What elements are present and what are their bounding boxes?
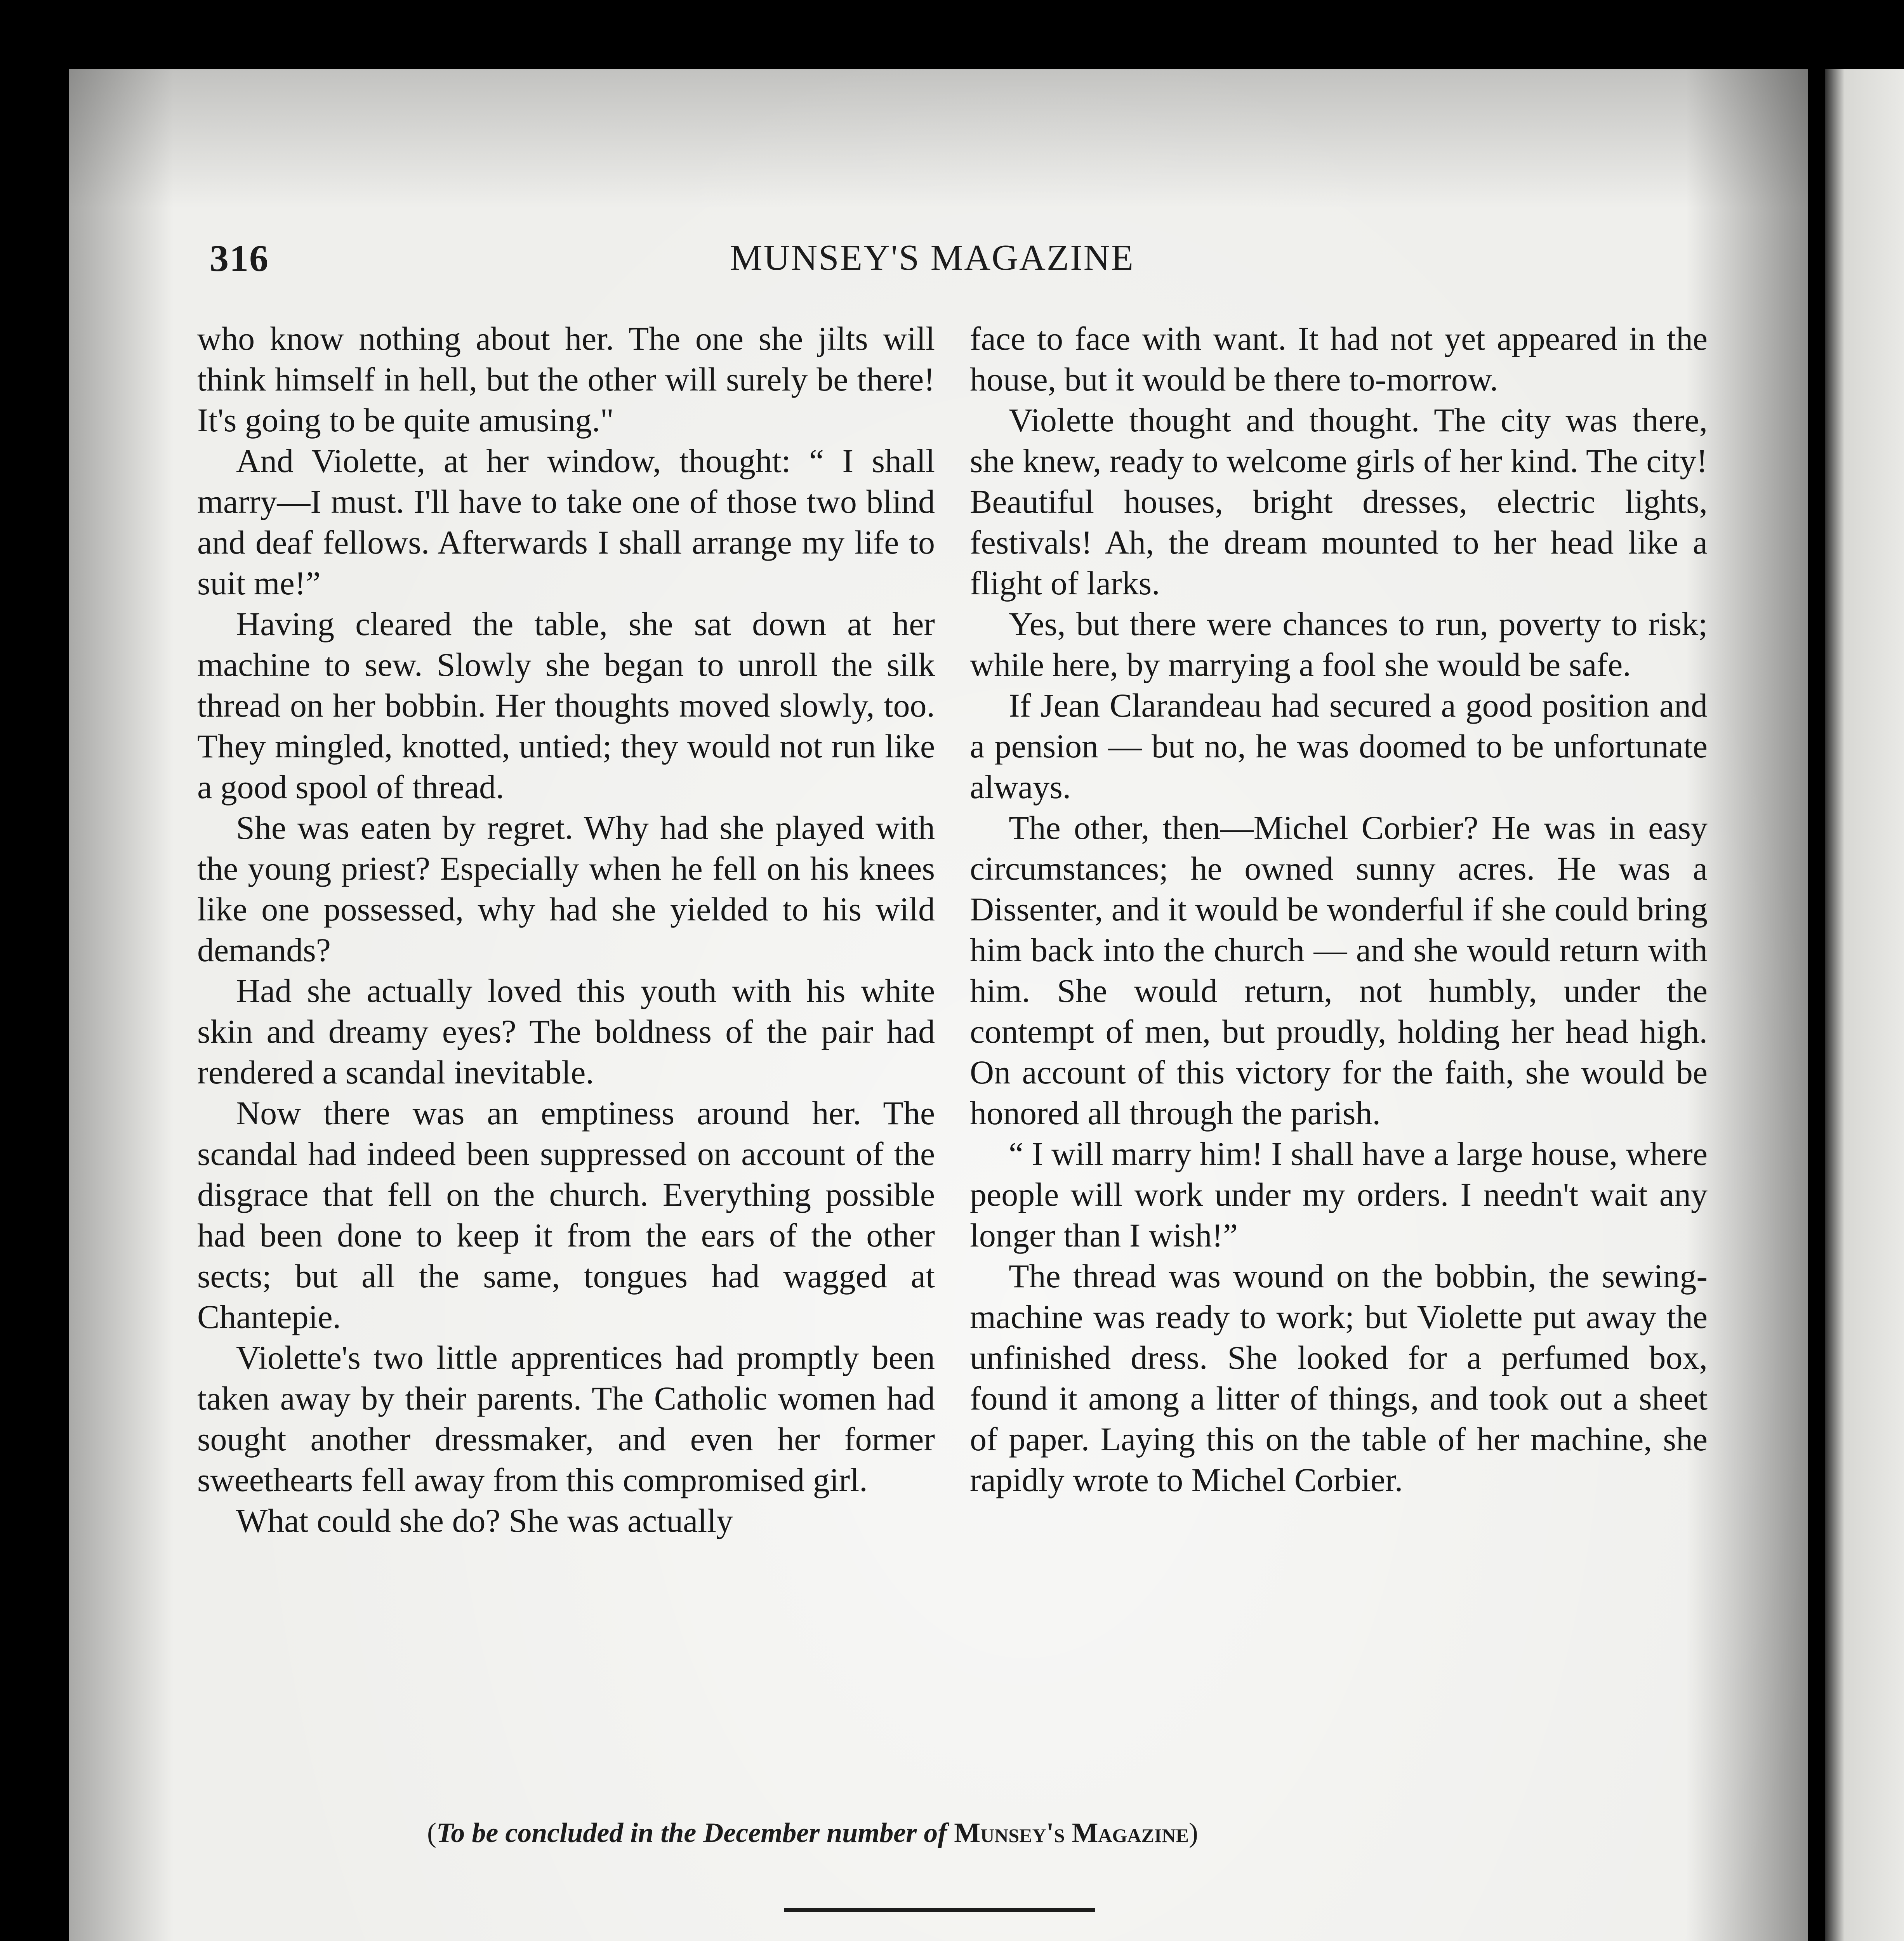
paragraph: who know nothing about her. The one she jilts will think himself in hell, but the other will surely be there! It's going to be quite amusing." <box>197 320 935 439</box>
paragraph: If Jean Clarandeau had secured a good position and a pension — but no, he was doomed to be unfortunate always. <box>970 687 1708 806</box>
paragraph: And Violette, at her window, thought: “ I shall marry—I must. I'll have to take one of those two blind and deaf fellows. Afterwards I shall arrange my life to suit me!” <box>197 442 935 602</box>
paragraph: Now there was an emptiness around her. The scandal had indeed been suppressed on account of the disgrace that fell on the church. Everything possible had been done to keep it from the ears of the other sects; but all the same, tongues had wagged at Chantepie. <box>197 1094 935 1335</box>
paragraph: face to face with want. It had not yet appeared in the house, but it would be there to-morrow. <box>970 320 1708 398</box>
continuation-open: ( <box>427 1817 436 1848</box>
paragraph: Violette thought and thought. The city was there, she knew, ready to welcome girls of her kind. The city! Beautiful houses, bright dresses, electric lights, festivals! Ah, the dream mounted to her head like a flight of larks. <box>970 401 1708 602</box>
story-column-left <box>197 318 935 1541</box>
running-head: MUNSEY'S MAGAZINE <box>730 238 1134 278</box>
paragraph: Yes, but there were chances to run, poverty to risk; while here, by marrying a fool she would be safe. <box>970 605 1708 683</box>
paragraph: “ I will marry him! I shall have a large house, where people will work under my orders. I needn't wait any longer than I wish!” <box>970 1135 1708 1254</box>
paragraph: What could she do? She was actually <box>236 1502 733 1539</box>
page-number: 316 <box>210 238 269 280</box>
paragraph: Had she actually loved this youth with his white skin and dreamy eyes? The boldness of the pair had rendered a scandal inevitable. <box>197 972 935 1091</box>
continuation-text: To be concluded in the December number of <box>436 1817 947 1848</box>
paragraph: The thread was wound on the bobbin, the sewing-machine was ready to work; but Violette put away the unfinished dress. She looked for a perfumed box, found it among a litter of things, and took out a sheet of paper. Laying this on the table of her machine, she rapidly wrote to Michel Corbier. <box>970 1257 1708 1498</box>
section-divider <box>784 1908 1095 1912</box>
paragraph: She was eaten by regret. Why had she played with the young priest? Especially when he fell on his knees like one possessed, why had she yielded to his wild demands? <box>197 809 935 969</box>
continuation-close: ) <box>1188 1817 1198 1848</box>
continuation-note <box>427 1817 1475 1849</box>
paragraph: Having cleared the table, she sat down at her machine to sew. Slowly she began to unroll the silk thread on her bobbin. Her thoughts moved slowly, too. They mingled, knotted, untied; they would not run like a good spool of thread. <box>197 605 935 806</box>
story-column-right <box>970 318 1708 1500</box>
facing-page-edge <box>1825 69 1904 1941</box>
page-header <box>210 229 1724 283</box>
paragraph: The other, then—Michel Corbier? He was in easy circumstances; he owned sunny acres. He was a Dissenter, and it would be wonderful if she could bring him back into the church — and she would return with him. She would return, not humbly, under the contempt of men, but proudly, holding her head high. On account of this victory for the faith, she would be honored all through the parish. <box>970 809 1708 1132</box>
continuation-magazine: Munsey's Magazine <box>954 1817 1189 1848</box>
paragraph: Violette's two little apprentices had promptly been taken away by their parents. The Catholic women had sought another dressmaker, and even her former sweethearts fell away from this compromised girl. <box>197 1339 935 1498</box>
